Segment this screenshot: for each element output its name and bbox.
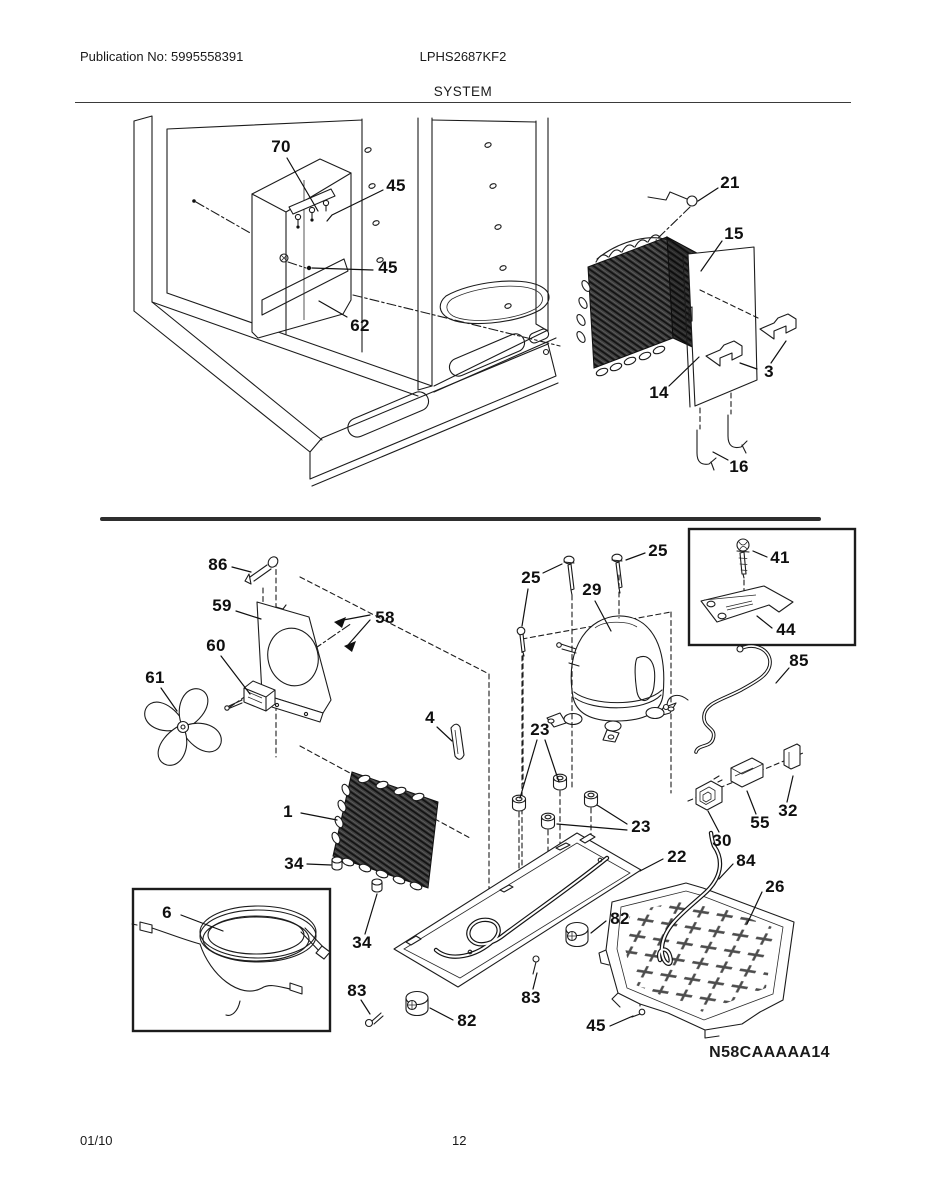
part-callout-82: 82 <box>610 909 630 928</box>
part-callout-30: 30 <box>712 831 732 850</box>
part-callout-21: 21 <box>720 173 740 192</box>
part-callout-82: 82 <box>457 1011 477 1030</box>
part-callout-32: 32 <box>778 801 798 820</box>
part-callout-55: 55 <box>750 813 770 832</box>
part-callout-4: 4 <box>425 708 435 727</box>
part-callout-84: 84 <box>736 851 756 870</box>
part-callout-22: 22 <box>667 847 687 866</box>
part-callout-44: 44 <box>776 620 796 639</box>
part-callout-23: 23 <box>530 720 550 739</box>
top-diagram-cabinet <box>134 116 560 486</box>
part-callout-34: 34 <box>352 933 372 952</box>
part-callout-26: 26 <box>765 877 785 896</box>
part-callout-45: 45 <box>586 1016 606 1035</box>
part-callout-41: 41 <box>770 548 790 567</box>
section-divider <box>100 517 821 521</box>
part-callout-29: 29 <box>582 580 602 599</box>
part-callout-15: 15 <box>724 224 744 243</box>
part-callout-61: 61 <box>145 668 165 687</box>
header-rule <box>75 102 851 103</box>
part-callout-83: 83 <box>347 981 367 1000</box>
footer-date: 01/10 <box>80 1133 113 1148</box>
part-callout-25: 25 <box>521 568 541 587</box>
top-diagram-evaporator <box>287 158 796 470</box>
part-callout-62: 62 <box>350 316 370 335</box>
part-callout-34: 34 <box>284 854 304 873</box>
publication-number: Publication No: 5995558391 <box>80 49 244 64</box>
part-callout-86: 86 <box>208 555 228 574</box>
part-callout-3: 3 <box>764 362 774 381</box>
part-callout-83: 83 <box>521 988 541 1007</box>
part-callout-25: 25 <box>648 541 668 560</box>
part-callout-6: 6 <box>162 903 172 922</box>
part-callout-58: 58 <box>375 608 395 627</box>
part-callout-16: 16 <box>729 457 749 476</box>
part-callout-70: 70 <box>271 137 291 156</box>
bottom-diagram-machine-compartment <box>132 529 855 1038</box>
diagram-id-code: N58CAAAAA14 <box>709 1044 830 1061</box>
section-title: SYSTEM <box>433 84 493 99</box>
part-callout-1: 1 <box>283 802 293 821</box>
part-callout-14: 14 <box>649 383 669 402</box>
part-callout-45: 45 <box>378 258 398 277</box>
part-callout-85: 85 <box>789 651 809 670</box>
footer-page-number: 12 <box>452 1133 467 1148</box>
part-callout-23: 23 <box>631 817 651 836</box>
part-callout-45: 45 <box>386 176 406 195</box>
model-number: LPHS2687KF2 <box>419 49 507 64</box>
part-callout-59: 59 <box>212 596 232 615</box>
part-callout-60: 60 <box>206 636 226 655</box>
